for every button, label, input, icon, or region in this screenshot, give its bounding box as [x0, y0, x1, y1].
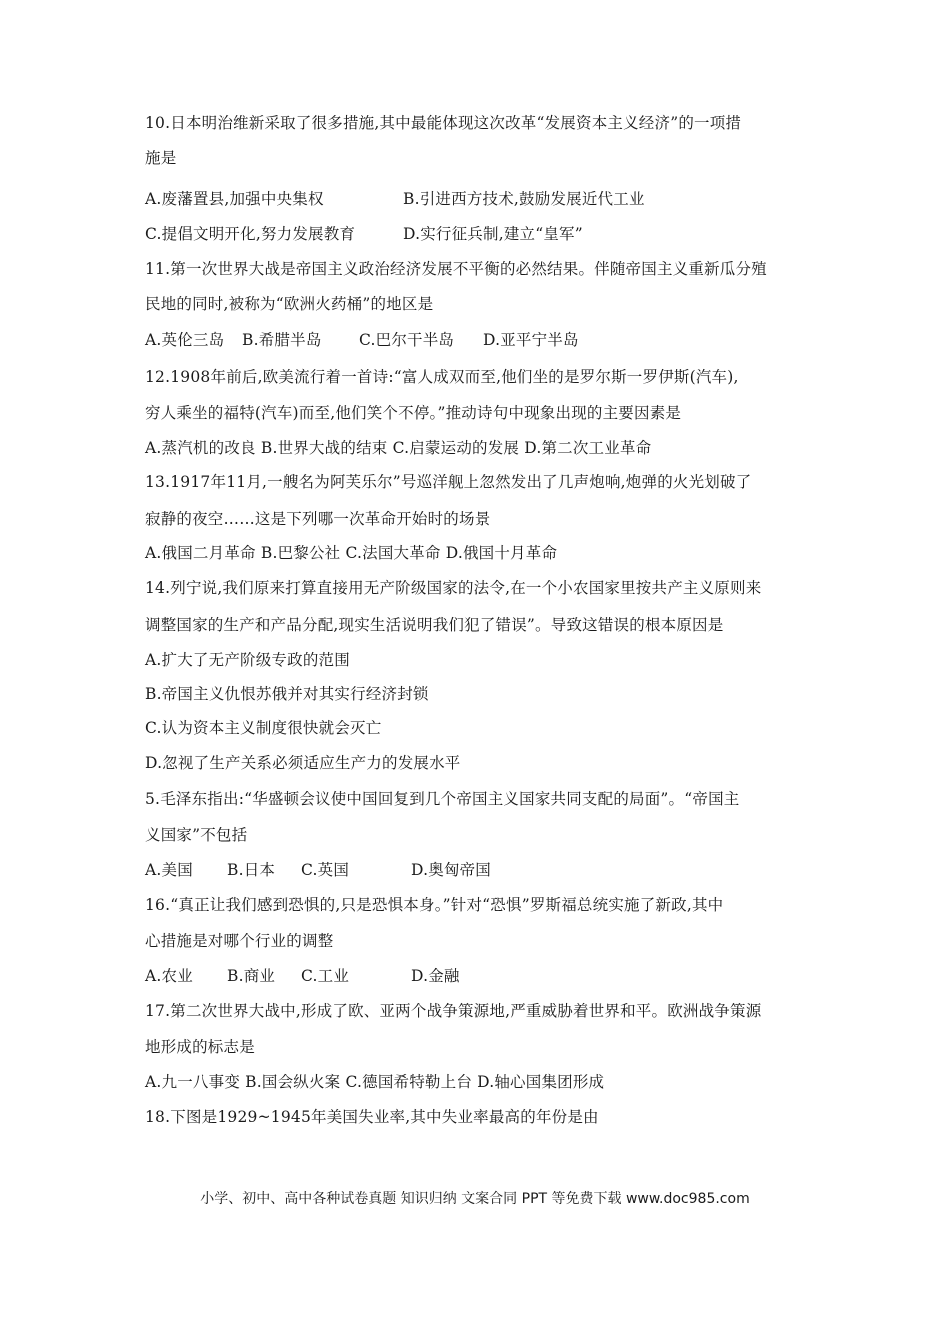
question-15-line-1: 5.毛泽东指出:“华盛顿会议使中国回复到几个帝国主义国家共同支配的局面”。“帝国主	[145, 790, 740, 808]
question-14-line-1: 14.列宁说,我们原来打算直接用无产阶级国家的法令,在一个小农国家里按共产主义原则来	[145, 579, 762, 597]
question-10-line-1: 10.日本明治维新采取了很多措施,其中最能体现这次改革“发展资本主义经济”的一项措	[145, 114, 742, 132]
option-d: D.奥匈帝国	[411, 861, 492, 879]
question-14-option-c: C.认为资本主义制度很快就会灭亡	[145, 719, 382, 737]
question-10-options-row-2	[145, 223, 583, 245]
option-c: C.工业	[301, 967, 350, 985]
question-11-line-2: 民地的同时,被称为“欧洲火药桶”的地区是	[145, 295, 434, 313]
option-d: D.实行征兵制,建立“皇军”	[403, 225, 583, 243]
question-16-line-2: 心措施是对哪个行业的调整	[145, 932, 334, 950]
option-a: A.美国	[145, 861, 193, 879]
question-14-option-d: D.忽视了生产关系必须适应生产力的发展水平	[145, 754, 461, 772]
question-10-line-2: 施是	[145, 149, 177, 167]
question-15-line-2: 义国家”不包括	[145, 826, 248, 844]
question-16-options	[145, 965, 460, 987]
question-12-line-2: 穷人乘坐的福特(汽车)而至,他们笑个不停。”推动诗句中现象出现的主要因素是	[145, 404, 682, 422]
option-d: D.亚平宁半岛	[483, 331, 579, 349]
option-c: C.巴尔干半岛	[359, 331, 455, 349]
question-18-line-1: 18.下图是1929~1945年美国失业率,其中失业率最高的年份是由	[145, 1108, 599, 1126]
question-16-line-1: 16.“真正让我们感到恐惧的,只是恐惧本身。”针对“恐惧”罗斯福总统实施了新政,其中	[145, 896, 724, 914]
question-13-options: A.俄国二月革命 B.巴黎公社 C.法国大革命 D.俄国十月革命	[145, 544, 558, 562]
question-10-options-row-1	[145, 188, 645, 210]
option-b: B.日本	[227, 861, 276, 879]
question-13-line-2: 寂静的夜空……这是下列哪一次革命开始时的场景	[145, 510, 491, 528]
question-12-line-1: 12.1908年前后,欧美流行着一首诗:“富人成双而至,他们坐的是罗尔斯一罗伊斯(汽车),	[145, 368, 739, 386]
question-15-options	[145, 859, 491, 881]
option-d: D.金融	[411, 967, 460, 985]
option-a: A.农业	[145, 967, 193, 985]
option-c: C.提倡文明开化,努力发展教育	[145, 225, 356, 243]
question-13-line-1: 13.1917年11月,一艘名为阿芙乐尔”号巡洋舰上忽然发出了几声炮响,炮弹的火光划破了	[145, 473, 752, 491]
option-a: A.英伦三岛	[145, 331, 225, 349]
question-12-options: A.蒸汽机的改良 B.世界大战的结束 C.启蒙运动的发展 D.第二次工业革命	[145, 439, 652, 457]
question-14-line-2: 调整国家的生产和产品分配,现实生活说明我们犯了错误”。导致这错误的根本原因是	[145, 616, 724, 634]
option-b: B.商业	[227, 967, 276, 985]
question-17-line-2: 地形成的标志是	[145, 1038, 255, 1056]
question-17-line-1: 17.第二次世界大战中,形成了欧、亚两个战争策源地,严重威胁着世界和平。欧洲战争策源	[145, 1002, 762, 1020]
question-17-options: A.九一八事变 B.国会纵火案 C.德国希特勒上台 D.轴心国集团形成	[145, 1073, 605, 1091]
page-footer: 小学、初中、高中各种试卷真题 知识归纳 文案合同 PPT 等免费下载 www.doc985.com	[200, 1191, 750, 1207]
question-14-option-b: B.帝国主义仇恨苏俄并对其实行经济封锁	[145, 685, 429, 703]
question-14-option-a: A.扩大了无产阶级专政的范围	[145, 651, 350, 669]
option-c: C.英国	[301, 861, 350, 879]
option-b: B.希腊半岛	[242, 331, 322, 349]
option-a: A.废藩置县,加强中央集权	[145, 190, 324, 208]
question-11-line-1: 11.第一次世界大战是帝国主义政治经济发展不平衡的必然结果。伴随帝国主义重新瓜分殖	[145, 260, 767, 278]
option-b: B.引进西方技术,鼓励发展近代工业	[403, 190, 645, 208]
question-11-options	[145, 329, 579, 351]
